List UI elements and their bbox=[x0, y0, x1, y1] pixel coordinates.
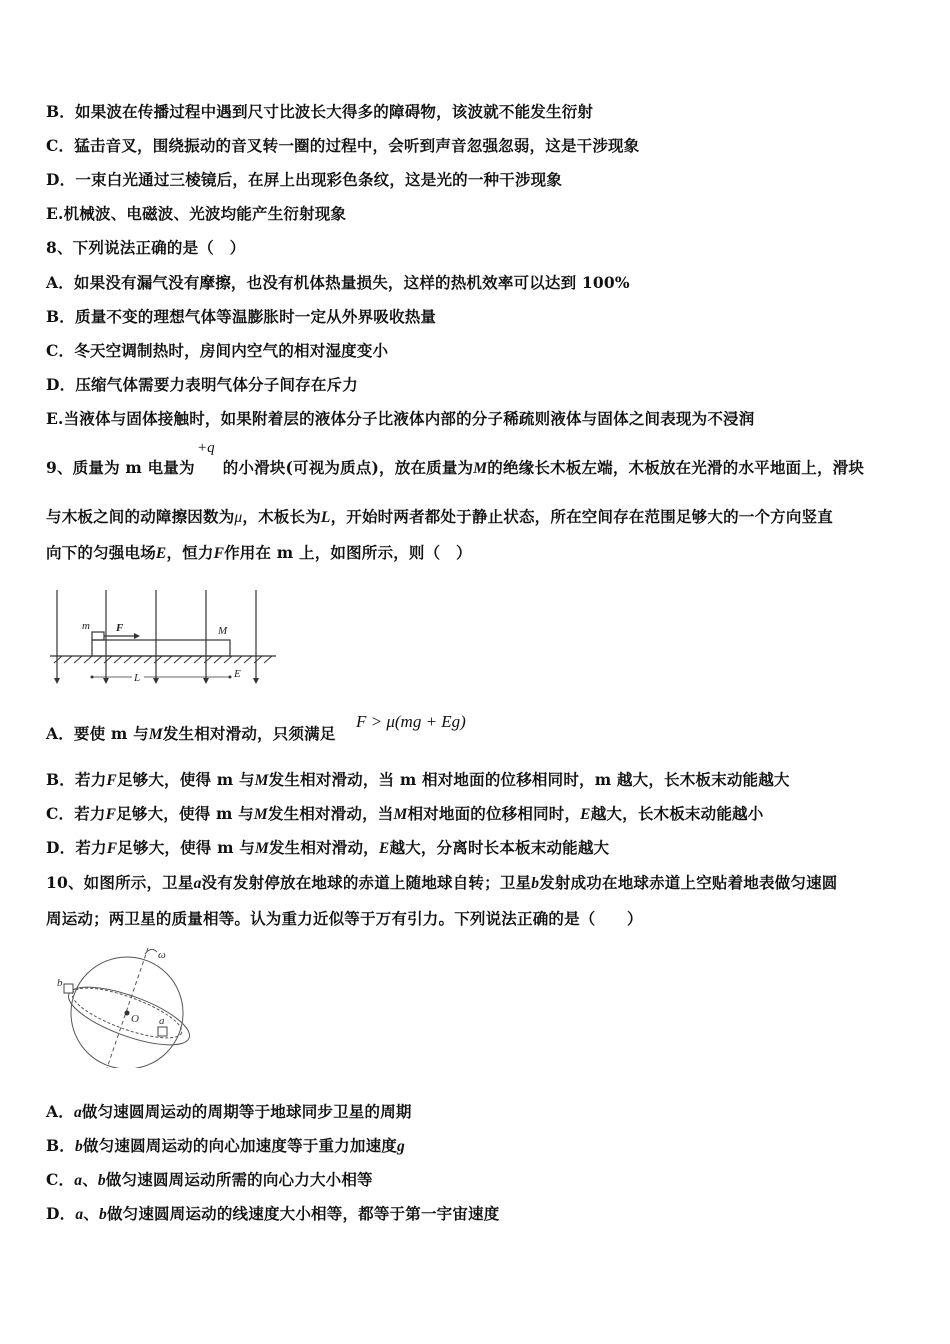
q9-figure bbox=[40, 585, 280, 695]
q9-charge-label: +q bbox=[197, 440, 215, 456]
fig-label-l: L bbox=[134, 672, 141, 684]
q9-option-b: B．若力F足够大，使得 m 与M发生相对滑动，当 m 相对地面的位移相同时，m 越大，长木板末动能越大 bbox=[46, 770, 790, 789]
fig-label-f: F bbox=[116, 622, 124, 634]
q9-stem-line1: 9、质量为 m 电量为 的小滑块(可视为质点)，放在质量为M的绝缘长木板左端，木板放在光滑的水平地面上，滑块 bbox=[46, 458, 865, 477]
q9-stem-line2: 与木板之间的动障擦因数为μ，木板长为L，开始时两者都处于静止状态，所在空间存在范围足够大的一个方向竖直 bbox=[46, 507, 833, 526]
fig-label-m: m bbox=[82, 620, 90, 632]
fig-label-big-m: M bbox=[218, 625, 228, 637]
q9-option-a-formula: F > μ(mg + Eg) bbox=[356, 712, 466, 731]
q10-option-c: C．a、b做匀速圆周运动所需的向心力大小相等 bbox=[46, 1170, 373, 1189]
q10-option-d: D．a、b做匀速圆周运动的线速度大小相等，都等于第一宇宙速度 bbox=[46, 1204, 500, 1223]
q8-option-d: D．压缩气体需要力表明气体分子间存在斥力 bbox=[46, 375, 358, 394]
q10-option-b: B．b做匀速圆周运动的向心加速度等于重力加速度g bbox=[46, 1136, 405, 1155]
q8-stem: 8、下列说法正确的是（ ） bbox=[46, 238, 246, 257]
fig10-label-o: O bbox=[131, 1013, 139, 1025]
fig10-label-omega: ω bbox=[158, 949, 166, 961]
q9-option-c: C．若力F足够大，使得 m 与M发生相对滑动，当M相对地面的位移相同时，E越大，长木板末动能越小 bbox=[46, 804, 764, 823]
q10-figure bbox=[52, 938, 202, 1068]
q8-option-e: E.当液体与固体接触时，如果附着层的液体分子比液体内部的分子稀疏则液体与固体之间表现为不浸润 bbox=[46, 409, 755, 428]
q7-option-e: E.机械波、电磁波、光波均能产生衍射现象 bbox=[46, 204, 347, 223]
fig10-label-a: a bbox=[159, 1015, 165, 1027]
q9-option-d: D．若力F足够大，使得 m 与M发生相对滑动，E越大，分离时长本板末动能越大 bbox=[46, 838, 610, 857]
fig10-label-b: b bbox=[57, 977, 63, 989]
q10-option-a: A．a做匀速圆周运动的周期等于地球同步卫星的周期 bbox=[46, 1102, 412, 1121]
q8-option-b: B．质量不变的理想气体等温膨胀时一定从外界吸收热量 bbox=[46, 307, 437, 326]
q10-stem-line2: 周运动；两卫星的质量相等。认为重力近似等于万有引力。下列说法正确的是（ ） bbox=[46, 909, 643, 928]
q7-option-c: C．猛击音叉，围绕振动的音叉转一圈的过程中，会听到声音忽强忽弱，这是干涉现象 bbox=[46, 136, 640, 155]
q8-option-a: A．如果没有漏气没有摩擦，也没有机体热量损失，这样的热机效率可以达到 100% bbox=[46, 273, 630, 292]
q9-stem-line3: 向下的匀强电场E，恒力F作用在 m 上，如图所示，则（ ） bbox=[46, 543, 472, 562]
q9-option-a: A．要使 m 与M发生相对滑动，只须满足 bbox=[46, 724, 336, 743]
fig-label-e: E bbox=[234, 668, 241, 680]
q7-option-d: D．一束白光通过三棱镜后，在屏上出现彩色条纹，这是光的一种干涉现象 bbox=[46, 170, 563, 189]
q8-option-c: C．冬天空调制热时，房间内空气的相对湿度变小 bbox=[46, 341, 389, 360]
q7-option-b: B．如果波在传播过程中遇到尺寸比波长大得多的障碍物，该波就不能发生衍射 bbox=[46, 102, 594, 121]
q10-stem-line1: 10、如图所示，卫星a没有发射停放在地球的赤道上随地球自转；卫星b发射成功在地球赤道上空贴着地表做匀速圆 bbox=[46, 873, 838, 892]
